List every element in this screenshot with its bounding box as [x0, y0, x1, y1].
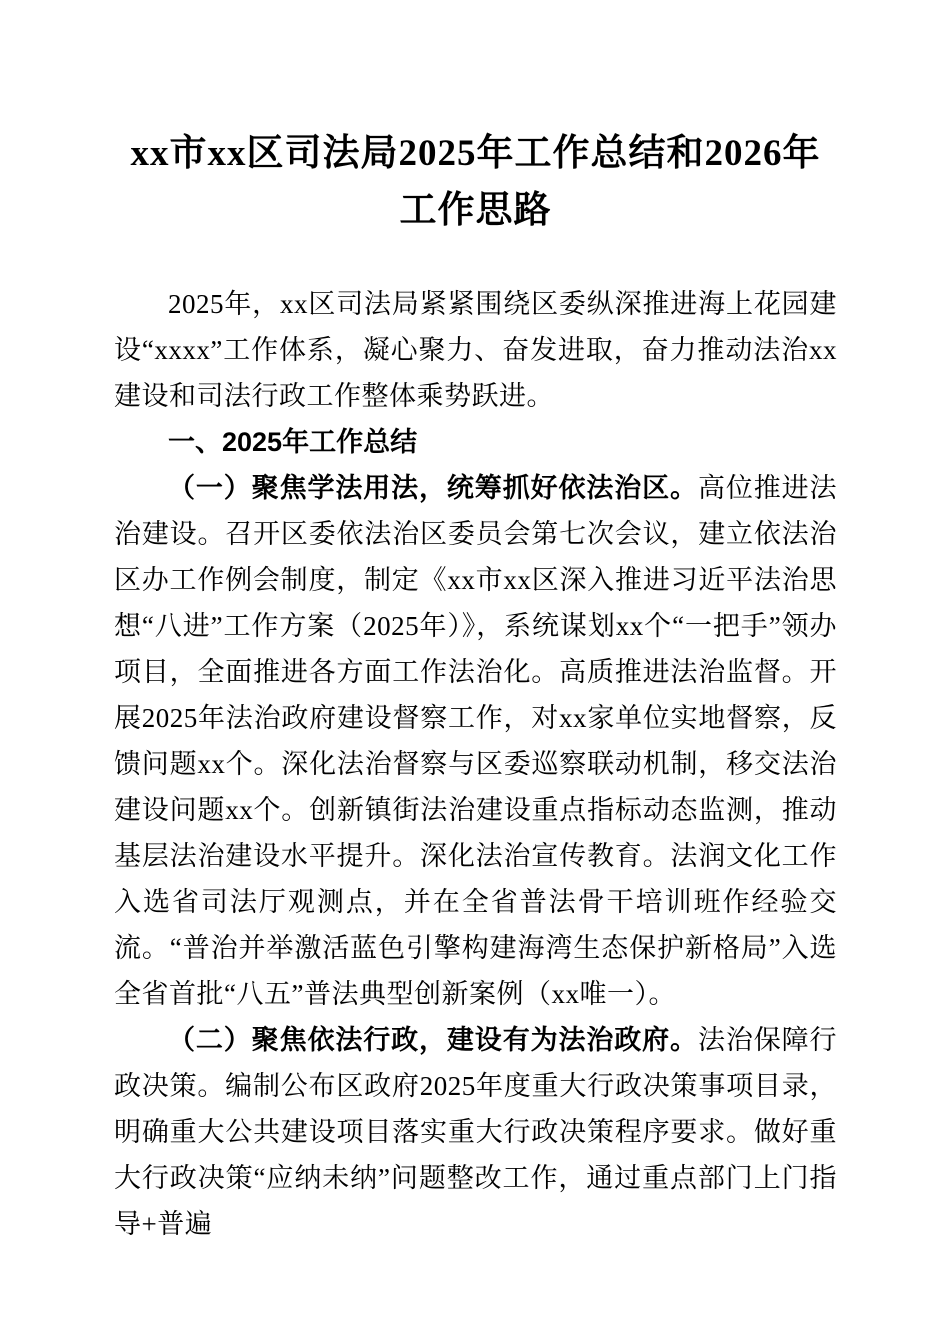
intro-paragraph: 2025年，xx区司法局紧紧围绕区委纵深推进海上花园建设“xxxx”工作体系，凝心聚力、奋发进取，奋力推动法治xx建设和司法行政工作整体乘势跃进。 [114, 289, 837, 411]
paragraph-section-2-lead: （二）聚焦依法行政，建设有为法治政府。 [168, 1025, 698, 1055]
document-title: xx市xx区司法局2025年工作总结和2026年工作思路 [130, 133, 821, 231]
paragraph-section-1 [114, 465, 837, 1017]
paragraph-section-2-body: 法治保障行政决策。编制公布区政府2025年度重大行政决策事项目录，明确重大公共建设项目落实重大行政决策程序要求。做好重大行政决策“应纳未纳”问题整改工作，通过重点部门上门指导+普遍 [114, 1025, 838, 1239]
paragraph-section-1-lead: （一）聚焦学法用法，统筹抓好依法治区。 [168, 473, 698, 503]
paragraph-section-2 [114, 1017, 837, 1247]
section-heading-2025-summary: 一、2025年工作总结 [168, 427, 418, 457]
paragraph-section-1-body: 高位推进法治建设。召开区委依法治区委员会第七次会议，建立依法治区办工作例会制度，制定《xx市xx区深入推进习近平法治思想“八进”工作方案（2025年）》，系统谋划xx个“一把手”领办项目，全面推进各方面工作法治化。高质推进法治监督。开展2025年法治政府建设督察工作，对xx家单位实地督察，反馈问题xx个。深化法治督察与区委巡察联动机制，移交法治建设问题xx个。创新镇街法治建设重点指标动态监测，推动基层法治建设水平提升。深化法治宣传教育。法润文化工作入选省司法厅观测点，并在全省普法骨干培训班作经验交流。“普治并举激活蓝色引擎构建海湾生态保护新格局”入选全省首批“八五”普法典型创新案例（xx唯一）。 [114, 473, 838, 1009]
